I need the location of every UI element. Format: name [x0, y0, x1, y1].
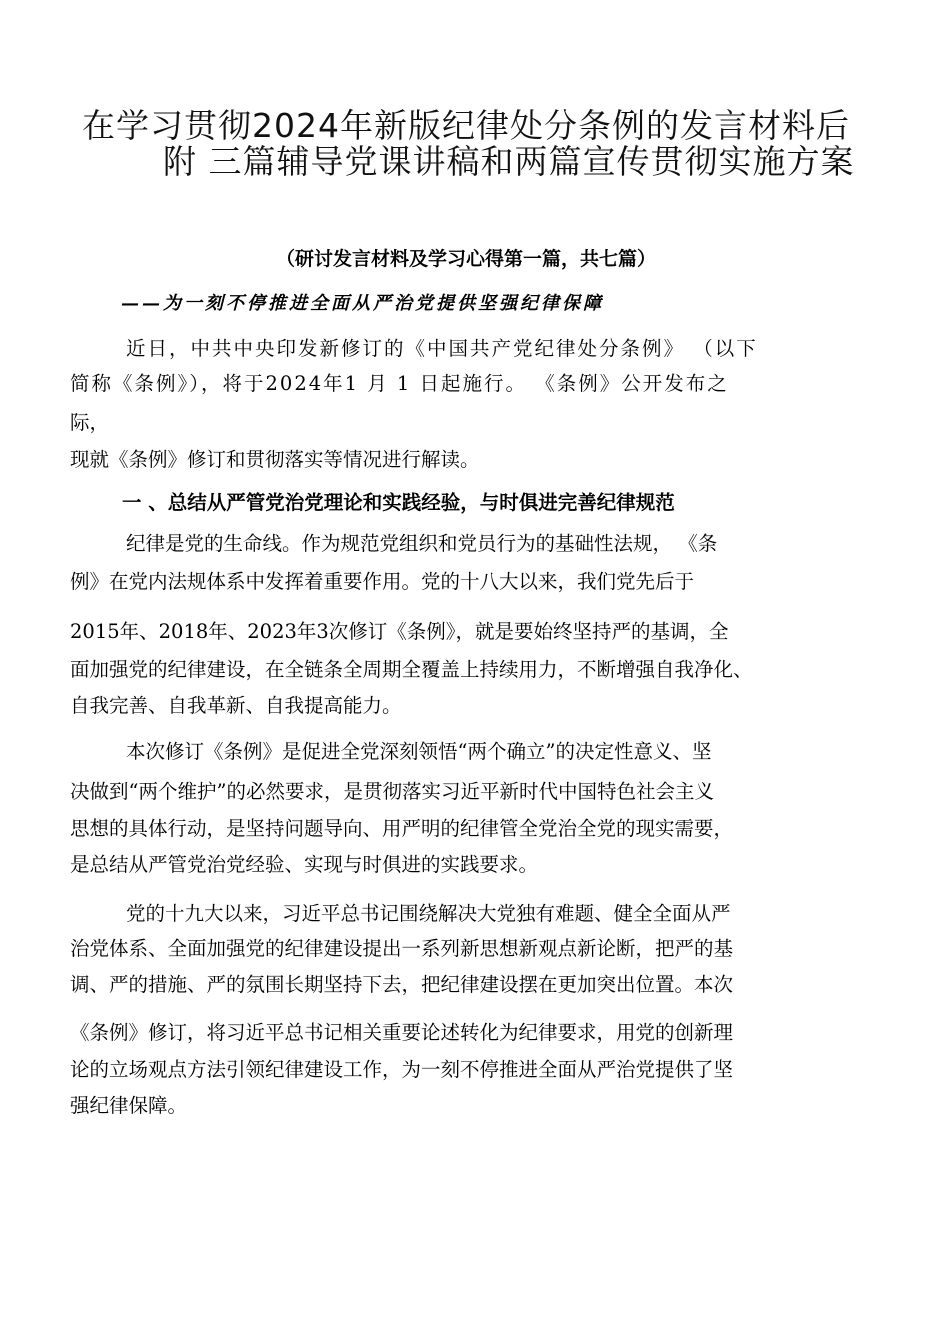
paragraph-1-line-3: 2015年、2018年、2023年3次修订《条例》，就是要始终坚持严的基调，全	[70, 620, 729, 643]
intro-line-3: 际，	[70, 411, 110, 434]
paragraph-3-line-1: 党的十九大以来，习近平总书记围绕解决大党独有难题、健全全面从严	[126, 902, 731, 925]
intro-line-4: 现就《条例》修订和贯彻落实等情况进行解读。	[70, 448, 480, 471]
paragraph-1-line-4: 面加强党的纪律建设，在全链条全周期全覆盖上持续用力，不断增强自我净化、	[70, 658, 753, 681]
document-title-line-2: 附 三篇辅导党课讲稿和两篇宣传贯彻实施方案	[163, 142, 855, 181]
paragraph-3-line-5: 论的立场观点方法引领纪律建设工作，为一刻不停推进全面从严治党提供了坚	[70, 1058, 734, 1081]
document-tagline: ——为一刻不停推进全面从严治党提供坚强纪律保障	[121, 293, 604, 314]
intro-line-1: 近日，中共中央印发新修订的《中国共产党纪律处分条例》 （以下	[126, 337, 758, 360]
paragraph-3-line-4: 《条例》修订，将习近平总书记相关重要论述转化为纪律要求，用党的创新理	[70, 1021, 734, 1044]
document-subtitle: （研讨发言材料及学习心得第一篇，共七篇）	[276, 248, 657, 270]
paragraph-2-line-2: 决做到“两个维护”的必然要求，是贯彻落实习近平新时代中国特色社会主义	[70, 780, 714, 803]
paragraph-2-line-3: 思想的具体行动，是坚持问题导向、用严明的纪律管全党治全党的现实需要，	[70, 817, 734, 840]
paragraph-3-line-3: 调、严的措施、严的氛围长期坚持下去，把纪律建设摆在更加突出位置。本次	[70, 973, 734, 996]
paragraph-3-line-6: 强纪律保障。	[70, 1094, 188, 1117]
intro-line-2: 简称《条例》），将于2024年1 月 1 日起施行。 《条例》公开发布之	[70, 372, 729, 395]
paragraph-3-line-2: 治党体系、全面加强党的纪律建设提出一系列新思想新观点新论断，把严的基	[70, 937, 734, 960]
paragraph-2-line-1: 本次修订《条例》是促进全党深刻领悟“两个确立”的决定性意义、坚	[126, 740, 712, 763]
document-title-line-1: 在学习贯彻2024年新版纪律处分条例的发言材料后	[82, 106, 850, 145]
paragraph-1-line-1: 纪律是党的生命线。作为规范党组织和党员行为的基础性法规， 《条	[126, 532, 718, 555]
paragraph-1-line-2: 例》在党内法规体系中发挥着重要作用。党的十八大以来，我们党先后于	[70, 570, 695, 593]
section-1-heading: 一 、总结从严管党治党理论和实践经验，与时俱进完善纪律规范	[122, 491, 675, 514]
paragraph-2-line-4: 是总结从严管党治党经验、实现与时俱进的实践要求。	[70, 853, 539, 876]
paragraph-1-line-5: 自我完善、自我革新、自我提高能力。	[70, 694, 402, 717]
